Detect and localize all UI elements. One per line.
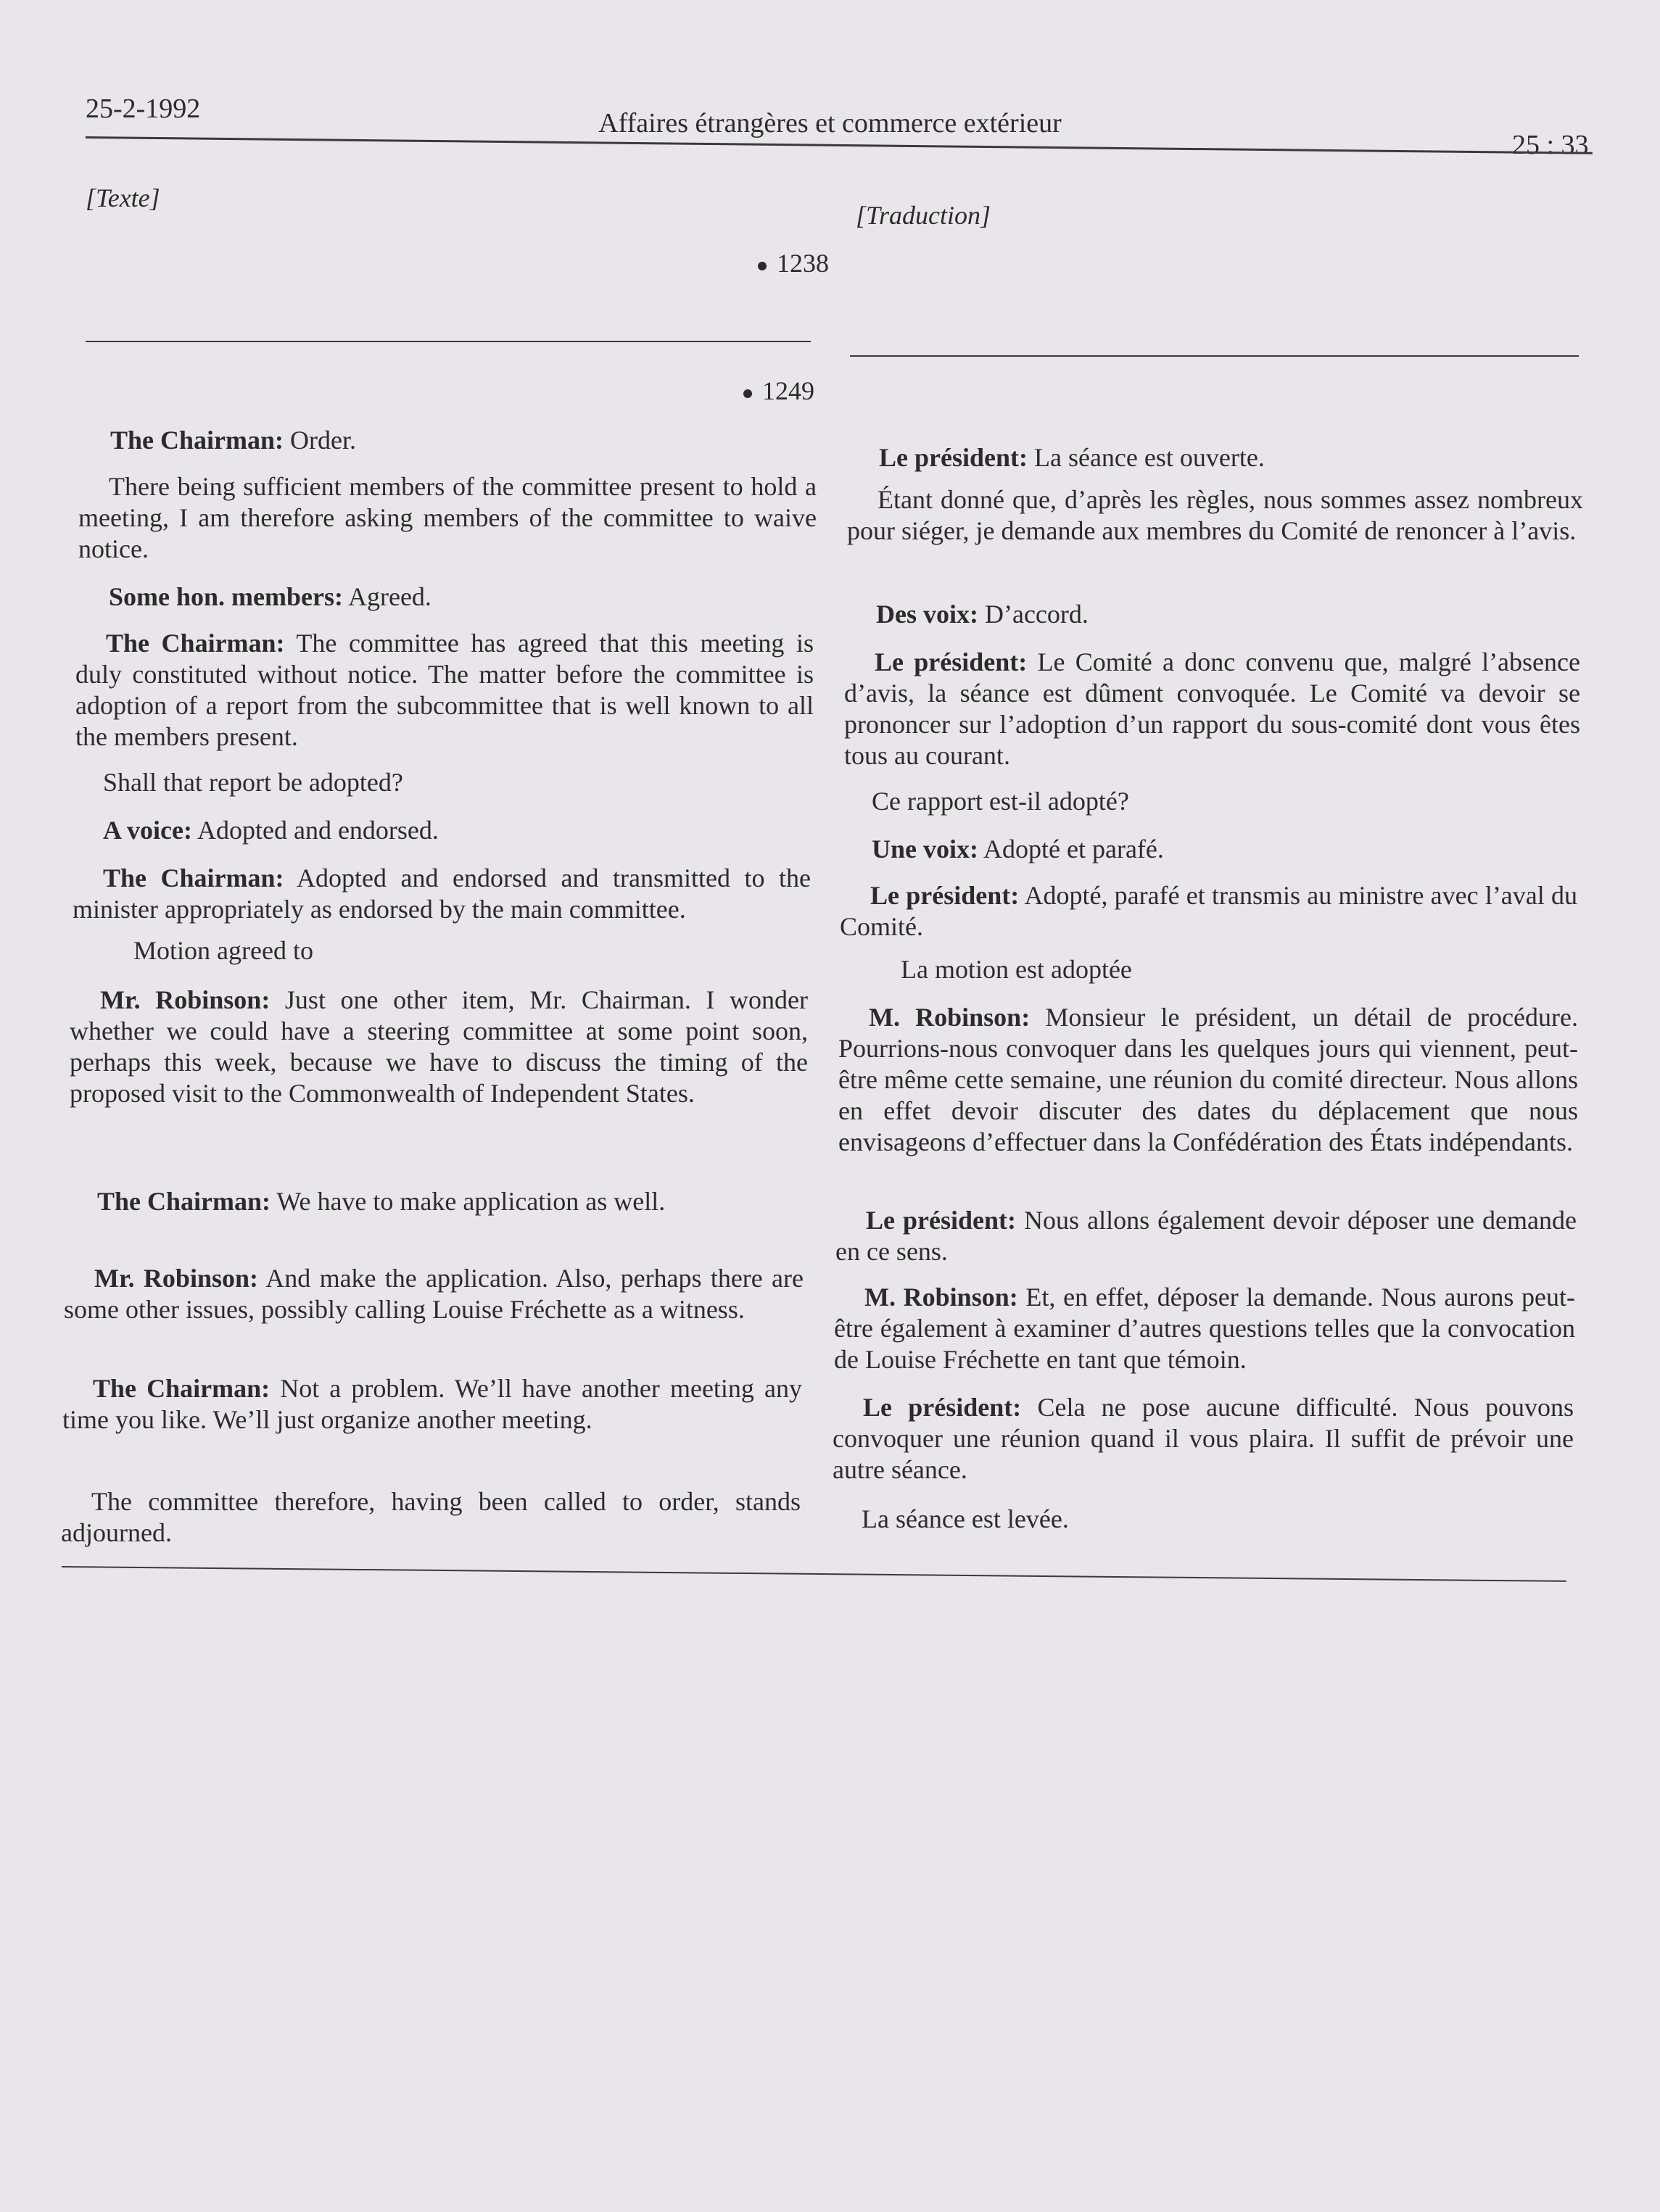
speaker: The Chairman: — [110, 426, 284, 455]
speech: There being sufficient members of the committee present to hold a meeting, I am therefore asking members of the committee to waive notice. — [78, 472, 817, 563]
speech: Étant donné que, d’après les règles, nous sommes assez nombreux pour siéger, je demande aux membres du Comité de renoncer à l’avis. — [847, 485, 1583, 545]
speaker: The Chairman: — [103, 863, 284, 892]
left-lang-tag: [Texte] — [86, 183, 160, 212]
speech: Monsieur le président, un détail de procédure. Pourrions-nous convoquer dans les quelques jours qui viennent, peut-être même cette semaine, une réunion du comité directeur. Nous allons en effet devoir discuter des dates du déplacement que nous envisageons d’effectuer dans la Confédération des États indépendants. — [838, 1003, 1578, 1156]
speech: Not a problem. We’ll have another meeting any time you like. We’ll just organize another meeting. — [62, 1374, 803, 1434]
speech: We have to make application as well. — [271, 1187, 666, 1216]
time-label: 1249 — [762, 376, 814, 405]
speaker: Mr. Robinson: — [94, 1264, 258, 1293]
speech: D’accord. — [978, 600, 1089, 629]
left-time-1249 — [743, 376, 814, 406]
left-para-6 — [73, 863, 811, 925]
bullet-icon — [758, 262, 767, 270]
right-para-1 — [847, 484, 1583, 547]
speech: Cela ne pose aucune difficulté. Nous pouvons convoquer une réunion quand il vous plaira. Il suffit de prévoir une autre séance. — [833, 1393, 1574, 1484]
right-para-8 — [838, 1002, 1578, 1158]
speaker: A voice: — [103, 816, 192, 845]
right-para-7 — [901, 954, 1553, 985]
speaker: M. Robinson: — [869, 1003, 1031, 1032]
speech: Adopted and endorsed and transmitted to the minister appropriately as endorsed by the main committee. — [73, 863, 811, 924]
right-para-3 — [844, 647, 1580, 771]
left-para-8 — [70, 985, 808, 1109]
left-time-1238 — [758, 248, 829, 278]
speech: The committee therefore, having been called to order, stands adjourned. — [61, 1487, 801, 1547]
speaker: Le président: — [870, 881, 1020, 910]
speech: Adopted and endorsed. — [191, 816, 439, 845]
speech: Just one other item, Mr. Chairman. I wonder whether we could have a steering committee at some point soon, perhaps this week, because we have to discuss the timing of the proposed visit to the Commonwealth of Independent States. — [70, 985, 808, 1108]
speech: Nous allons également devoir déposer une demande en ce sens. — [835, 1206, 1577, 1266]
speaker: Le président: — [866, 1206, 1017, 1235]
right-para-12 — [831, 1504, 1556, 1535]
left-para-7 — [133, 935, 786, 966]
speech: Shall that report be adopted? — [103, 768, 403, 797]
left-para-10 — [64, 1263, 804, 1325]
speaker: Le président: — [879, 443, 1028, 472]
header-date: 25-2-1992 — [86, 94, 201, 124]
right-para-5 — [841, 834, 1577, 865]
speech: Ce rapport est-il adopté? — [872, 787, 1129, 816]
speech: La séance est ouverte. — [1027, 443, 1265, 472]
speaker: Une voix: — [872, 834, 978, 863]
speaker: Some hon. members: — [109, 582, 343, 611]
speaker: The Chairman: — [106, 629, 285, 658]
left-para-3 — [75, 628, 814, 753]
right-para-11 — [833, 1392, 1574, 1486]
speech: Le Comité a donc convenu que, malgré l’absence d’avis, la séance est dûment convoquée. Le Comité va devoir se prononcer sur l’adoption d’un rapport du sous-comité dont vous êtes tous au courant. — [844, 647, 1580, 770]
left-para-1 — [78, 471, 817, 565]
right-lang-tag: [Traduction] — [856, 201, 991, 230]
right-para-10 — [834, 1282, 1575, 1375]
right-para-2 — [846, 599, 1582, 630]
speaker: M. Robinson: — [864, 1283, 1018, 1312]
speech: Adopté et parafé. — [978, 834, 1164, 863]
speech: Et, en effet, déposer la demande. Nous aurons peut-être également à examiner d’autres questions telles que la convocation de Louise Fréchette en tant que témoin. — [834, 1283, 1575, 1374]
speaker: The Chairman: — [93, 1374, 271, 1403]
bullet-icon — [743, 389, 752, 398]
speech: Agreed. — [342, 582, 431, 611]
speaker: Mr. Robinson: — [100, 985, 271, 1014]
right-para-0 — [848, 442, 1581, 473]
left-para-9 — [67, 1186, 805, 1217]
speaker: Le président: — [875, 647, 1028, 676]
bottom-rule — [62, 1566, 1566, 1582]
left-para-0 — [80, 425, 812, 456]
left-para-12 — [61, 1486, 801, 1549]
left-para-11 — [62, 1373, 802, 1436]
speech: The committee has agreed that this meeting is duly constituted without notice. The matter before the committee is adoption of a report from the subcommittee that is well known to all the members present. — [75, 629, 814, 751]
right-separator — [850, 355, 1579, 357]
header-page-number: 25 : 33 — [1512, 130, 1589, 160]
right-para-6 — [840, 880, 1577, 943]
speech: Order. — [284, 426, 356, 455]
speech: La séance est levée. — [862, 1504, 1069, 1533]
speaker: The Chairman: — [97, 1187, 271, 1216]
speaker: Des voix: — [876, 600, 978, 629]
right-para-4 — [841, 786, 1577, 817]
speaker: Le président: — [863, 1393, 1022, 1422]
right-para-9 — [835, 1205, 1577, 1267]
left-para-4 — [73, 767, 811, 798]
speech: La motion est adoptée — [901, 955, 1132, 984]
speech: And make the application. Also, perhaps there are some other issues, possibly calling Louise Fréchette as a witness. — [64, 1264, 804, 1324]
speech: Adopté, parafé et transmis au ministre avec l’aval du Comité. — [840, 881, 1577, 941]
left-para-2 — [78, 581, 817, 613]
time-label: 1238 — [777, 249, 829, 278]
header-title: Affaires étrangères et commerce extérieur — [598, 108, 1062, 138]
left-separator — [86, 341, 811, 342]
speech: Motion agreed to — [133, 936, 313, 965]
left-para-5 — [73, 815, 811, 846]
